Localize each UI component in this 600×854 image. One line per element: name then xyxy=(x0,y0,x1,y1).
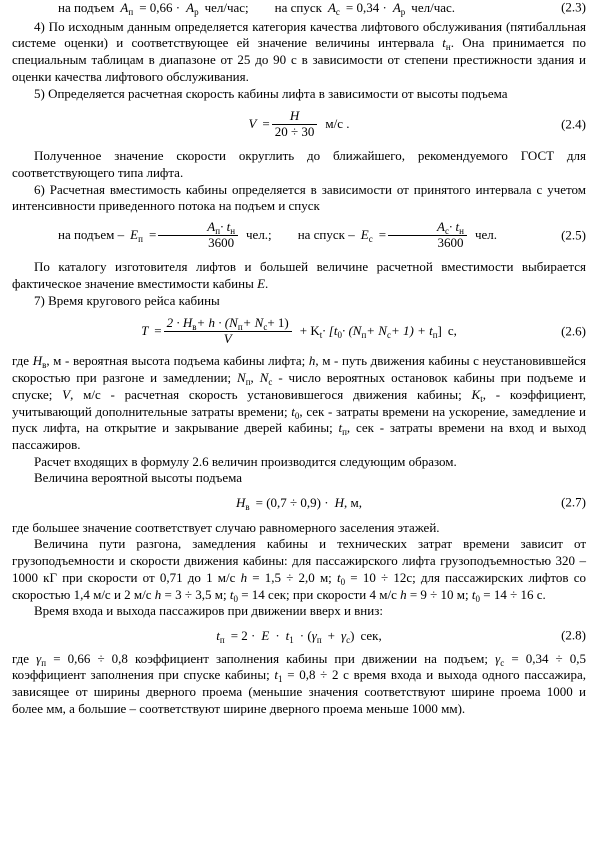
notation-tp: t xyxy=(338,420,343,436)
final-s1: где xyxy=(12,650,30,666)
notation-h: h xyxy=(308,353,316,369)
eq23-f1-lhs-sub: п xyxy=(128,7,134,17)
eq24-numerator: H xyxy=(289,108,300,124)
eq25-num1-b-sub: н xyxy=(230,226,236,237)
notation-Hb: H xyxy=(32,353,43,369)
eq23-f2-rhs-sub: р xyxy=(400,7,406,17)
path-s5: = 14 сек; при скорости 4 м/с xyxy=(241,586,397,602)
eq28-gamma-c-sub: с xyxy=(346,634,351,645)
final-gamma-p: γ xyxy=(36,650,42,666)
final-gamma-c: γ xyxy=(495,650,501,666)
eq27-H: H xyxy=(236,495,246,511)
eq25-E2: E xyxy=(360,227,369,243)
eq26-equals: = xyxy=(154,323,162,339)
notation-Kt: K xyxy=(471,386,481,402)
eq23-f1-units: чел/час; xyxy=(204,0,249,15)
equation-2-3-row xyxy=(12,0,586,17)
eq28-gamma-c: γ xyxy=(341,627,347,643)
eq26-tail-1-sub: 0 xyxy=(337,330,342,341)
eq26-tail-3-sub: с xyxy=(386,330,391,341)
eq26-tail-3: + N xyxy=(366,323,387,339)
eq23-text-a: на подъем xyxy=(58,0,115,15)
eq26-tail-2-sub: п xyxy=(361,330,367,341)
eq26-num-3: + N xyxy=(242,315,264,331)
final-s3: = 0,34 ÷ 0,5 коэффициент заполнения при спуске кабины; xyxy=(12,650,587,683)
equation-2-8-row xyxy=(12,628,586,645)
eq28-units: сек, xyxy=(360,627,382,643)
eq23-f1-rhs-sub: р xyxy=(194,7,199,17)
eq25-den-2: 3600 xyxy=(437,234,464,250)
eq26-num-1: 2 · H xyxy=(166,315,193,331)
eq26-den: V xyxy=(223,330,232,346)
eq28-equals: = 2 · xyxy=(230,627,256,643)
eq28-dot-2: · ( xyxy=(299,627,312,643)
equation-2-7-row xyxy=(12,495,586,512)
eq26-tail-2: · (N xyxy=(341,323,362,339)
final-s2: = 0,66 ÷ 0,8 коэффициент заполнения кабины при движении на подъем; xyxy=(53,650,488,666)
eq25-E1-sub: п xyxy=(138,234,143,245)
notation-Np-sub: п xyxy=(245,377,251,388)
eq26-tail-4-sub: п xyxy=(432,330,438,341)
final-t1: t xyxy=(274,667,278,683)
item-4-text-1: 4) По исходным данным определяется категория качества лифтового обслуживания (пятибалльная системе оценки) и соответствующее ей значение величины интервала xyxy=(12,18,586,51)
eq25-num1-b: · t xyxy=(220,219,231,235)
eq26-fraction xyxy=(164,316,292,346)
paragraph-probable-height: Величина вероятной высоты подъема xyxy=(34,470,242,486)
notation-tp-sub: п xyxy=(342,427,347,438)
eq26-num-2-sub: п xyxy=(237,322,243,333)
eq25-num2-a-sub: с xyxy=(444,226,449,237)
path-h3: h xyxy=(400,586,407,602)
eq25-E2-sub: с xyxy=(368,234,373,245)
path-t02-sub: 0 xyxy=(233,593,238,604)
eq23-f1-rhs: A xyxy=(186,0,195,15)
eq26-T: T xyxy=(141,323,149,339)
eq28-gamma-p-sub: п xyxy=(316,634,322,645)
eq25-num2-b-sub: н xyxy=(459,226,464,237)
paragraph-item-4 xyxy=(12,19,586,86)
notation-V: V xyxy=(62,386,71,402)
equation-2-3-number: (2.3) xyxy=(561,0,586,15)
eq24-units: м/с . xyxy=(325,116,350,132)
final-gamma-p-sub: п xyxy=(41,657,47,668)
equation-2-5-body xyxy=(12,221,586,251)
eq26-num-4: + 1) xyxy=(267,315,289,331)
notation-s2: , м - вероятная высота подъема кабины лифта; xyxy=(46,353,306,369)
paragraph-calc-note: Расчет входящих в формулу 2.6 величин производится следующим образом. xyxy=(34,453,457,469)
paragraph-item-6: 6) Расчетная вместимость кабины определяется в зависимости от принятого интервала с учетом интенсивности приведенного потока на подъем и спуск xyxy=(12,181,586,214)
equation-2-8-number: (2.8) xyxy=(561,627,586,643)
paragraph-item-5: 5) Определяется расчетная скорость кабины лифта в зависимости от высоты подъема xyxy=(34,85,508,101)
notation-s7: , - коэффициент, учитывающий дополнительные затраты времени; xyxy=(12,386,586,419)
eq26-K-sub: t xyxy=(319,330,323,341)
notation-s3: , м - путь движения кабины с неустановившейся скоростью при разгоне и замедлении; xyxy=(12,353,586,386)
equation-2-5-row xyxy=(12,221,586,251)
path-s7: = 14 ÷ 16 с. xyxy=(483,586,546,602)
eq25-fraction-1 xyxy=(158,220,238,250)
equation-2-6-row xyxy=(12,317,586,347)
eq28-t1: t xyxy=(285,627,290,643)
notation-Hb-sub: в xyxy=(42,360,47,371)
notation-s6: , м/с - расчетная скорость установившегося движения кабины; xyxy=(70,386,462,402)
eq25-fraction-2 xyxy=(388,220,467,250)
path-s4: = 3 ÷ 3,5 м; xyxy=(164,586,227,602)
eq24-fraction xyxy=(272,109,318,139)
path-t03: t xyxy=(471,586,476,602)
eq25-E1: E xyxy=(130,227,139,243)
paragraph-final-notation xyxy=(12,651,586,718)
eq27-equals: = (0,7 ÷ 0,9) · xyxy=(255,495,329,511)
eq23-f1-lhs: A xyxy=(120,0,129,15)
paragraph-gost: Полученное значение скорости округлить до ближайшего, рекомендуемого ГОСТ для соответствующего типа лифта. xyxy=(12,148,586,181)
path-s2: = 1,5 ÷ 2,0 м; xyxy=(252,569,332,585)
equation-2-7-number: (2.7) xyxy=(561,495,586,511)
path-h1: h xyxy=(240,569,248,585)
eq27-units: , м, xyxy=(344,495,362,511)
eq28-t1-sub: 1 xyxy=(289,634,294,645)
catalog-text-2: . xyxy=(265,275,269,291)
notation-Nc-sub: с xyxy=(268,377,273,388)
paragraph-notation xyxy=(12,353,586,453)
paragraph-catalog xyxy=(12,259,586,292)
eq26-plus-K: + K xyxy=(299,323,320,339)
eq28-tp: t xyxy=(216,627,220,643)
paragraph-item-7: 7) Время кругового рейса кабины xyxy=(34,292,220,308)
eq23-f2-lhs: A xyxy=(327,0,336,15)
eq28-tp-sub: п xyxy=(219,634,225,645)
equation-2-4-body xyxy=(12,110,586,140)
paragraph-path-values xyxy=(12,536,586,603)
eq28-close: ) xyxy=(350,627,355,643)
paragraph-bigger-value: где большее значение соответствует случаю равномерного заселения этажей. xyxy=(12,519,440,535)
notation-s9: , сек - затраты времени на вход и выход пассажиров. xyxy=(12,420,586,452)
final-s4: = 0,8 ÷ 2 с время входа и выхода одного пассажира, зависящее от ширины дверного проема (меньшие значения соответствуют ширине проема 1000 и более мм, а большие – соответствуют ширине дверного проема меньше 1000 мм). xyxy=(12,667,587,716)
eq23-f2-lhs-sub: с xyxy=(335,7,340,17)
eq27-Hr: H xyxy=(334,495,344,511)
path-s6: = 9 ÷ 10 м; xyxy=(409,586,469,602)
path-h2: h xyxy=(154,586,162,602)
eq25-units-1: чел.; xyxy=(246,227,272,243)
equation-2-6-number: (2.6) xyxy=(561,324,586,340)
equation-2-7-body xyxy=(12,495,586,512)
notation-s8: , сек - затраты времени на ускорение, замедление и пуск лифта, на открытие и закрывание дверей кабины; xyxy=(12,403,586,436)
eq25-num2-b: · t xyxy=(448,219,460,235)
notation-Nc: N xyxy=(259,370,269,386)
eq24-denominator: 20 ÷ 30 xyxy=(274,123,315,139)
eq25-equals-2: = xyxy=(378,227,387,243)
equation-2-6-body xyxy=(12,317,586,347)
eq25-lead-2: на спуск – xyxy=(297,227,355,243)
notation-t0: t xyxy=(291,403,295,419)
final-gamma-c-sub: с xyxy=(500,657,505,668)
eq23-f2-units: чел/час. xyxy=(411,0,456,15)
eq26-num-3-sub: с xyxy=(263,322,268,333)
path-t01: t xyxy=(336,569,341,585)
eq28-plus: + xyxy=(327,627,336,643)
equation-2-5-number: (2.5) xyxy=(561,227,586,243)
equation-2-4-row xyxy=(12,110,586,140)
paragraph-time-in-out: Время входа и выхода пассажиров при движении вверх и вниз: xyxy=(34,603,383,619)
item-4-text-2: . Она принимается по специальным таблицам в диапазоне от 25 до 90 с в зависимости от степени престижности здания и оценки качества лифтового обслуживания. xyxy=(12,35,587,84)
eq23-f1-eq: = 0,66 · xyxy=(139,0,181,15)
eq24-V: V xyxy=(248,116,257,132)
eq26-tail-5: ] xyxy=(437,323,442,339)
eq23-text-b: на спуск xyxy=(274,0,322,15)
final-t1-sub: 1 xyxy=(278,674,283,685)
path-s1: Величина пути разгона, замедления кабины и технических затрат времени зависит от грузоподъемности и скорости движения кабины: для пассажирского лифта грузоподъемностью 320 – 1000 кГ при скорости от 0,71 до 1 м/с xyxy=(12,536,586,585)
eq28-E: E xyxy=(261,627,270,643)
notation-Np: N xyxy=(237,370,246,386)
item-4-var-t: t xyxy=(442,35,446,51)
path-s3: = 10 ÷ 12с; для пассажирских лифтов со скоростью 1,4 м/с и 2 м/с xyxy=(12,569,586,602)
eq28-dot-1: · xyxy=(275,627,280,643)
eq25-equals-1: = xyxy=(148,227,157,243)
item-4-var-t-sub: н xyxy=(445,42,451,53)
eq24-equals: = xyxy=(262,116,270,132)
catalog-var-E: E xyxy=(257,275,266,291)
eq26-units: с, xyxy=(447,323,457,339)
eq25-num1-a: A xyxy=(207,219,216,235)
eq26-num-1-sub: в xyxy=(192,322,197,333)
notation-t0-sub: 0 xyxy=(294,410,300,421)
notation-Kt-sub: t xyxy=(480,393,483,404)
eq25-lead-1: на подъем – xyxy=(58,227,125,243)
eq27-H-sub: в xyxy=(245,502,250,513)
path-t03-sub: 0 xyxy=(475,593,481,604)
eq25-num2-a: A xyxy=(437,219,445,235)
path-t01-sub: 0 xyxy=(340,576,346,587)
notation-s1: где xyxy=(12,353,30,369)
eq26-tail-1: · [t xyxy=(322,323,338,339)
notation-s4: , xyxy=(250,370,254,386)
eq25-num1-a-sub: п xyxy=(215,226,221,237)
eq26-num-2: + h · (N xyxy=(196,315,238,331)
eq23-f2-rhs: A xyxy=(392,0,401,15)
eq28-gamma-p: γ xyxy=(311,627,317,643)
eq25-units-2: чел. xyxy=(474,227,497,243)
equation-2-3-body xyxy=(12,0,586,17)
equation-2-8-body xyxy=(12,628,586,645)
catalog-text-1: По каталогу изготовителя лифтов и большей величине расчетной вместимости выбирается фактическое значение вместимости кабины xyxy=(12,259,586,291)
eq26-tail-4: + 1) + t xyxy=(390,323,433,339)
equation-2-4-number: (2.4) xyxy=(561,116,586,132)
notation-s5: - число вероятных остановок кабины при подъеме и спуске; xyxy=(12,370,586,402)
eq23-f2-eq: = 0,34 · xyxy=(345,0,387,15)
eq25-den-1: 3600 xyxy=(208,234,235,250)
path-t02: t xyxy=(229,586,234,602)
